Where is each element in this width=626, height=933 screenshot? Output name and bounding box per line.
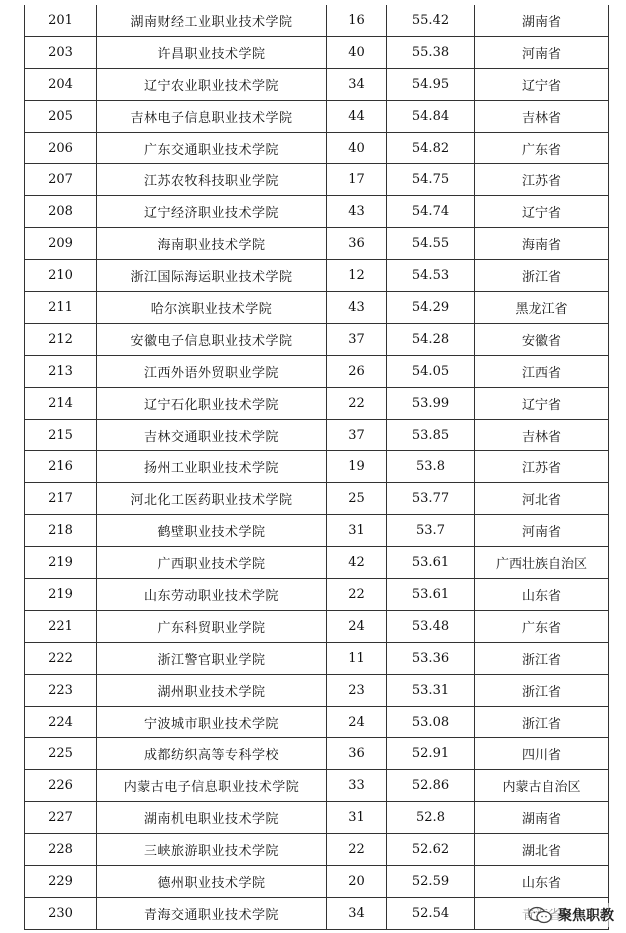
province-cell: 河南省 xyxy=(475,515,609,547)
table-row xyxy=(25,323,609,355)
table-row xyxy=(25,866,609,898)
province-cell: 黑龙江省 xyxy=(475,292,609,324)
table-row xyxy=(25,738,609,770)
province-cell: 浙江省 xyxy=(475,260,609,292)
rank-cell: 205 xyxy=(25,100,97,132)
score-cell: 53.48 xyxy=(387,610,475,642)
rank-cell: 228 xyxy=(25,834,97,866)
rank-cell: 214 xyxy=(25,387,97,419)
ranking-table xyxy=(24,5,609,930)
rank-cell: 225 xyxy=(25,738,97,770)
table-row xyxy=(25,642,609,674)
province-cell: 安徽省 xyxy=(475,323,609,355)
count-cell: 24 xyxy=(327,706,387,738)
score-cell: 54.95 xyxy=(387,68,475,100)
score-cell: 53.61 xyxy=(387,579,475,611)
province-cell: 山东省 xyxy=(475,866,609,898)
count-cell: 19 xyxy=(327,451,387,483)
school-name-cell: 德州职业技术学院 xyxy=(97,866,327,898)
rank-cell: 215 xyxy=(25,419,97,451)
score-cell: 52.59 xyxy=(387,866,475,898)
rank-cell: 227 xyxy=(25,802,97,834)
school-name-cell: 内蒙古电子信息职业技术学院 xyxy=(97,770,327,802)
score-cell: 53.77 xyxy=(387,483,475,515)
table-row xyxy=(25,451,609,483)
province-cell: 海南省 xyxy=(475,228,609,260)
score-cell: 53.85 xyxy=(387,419,475,451)
province-cell: 河南省 xyxy=(475,36,609,68)
school-name-cell: 山东劳动职业技术学院 xyxy=(97,579,327,611)
province-cell: 辽宁省 xyxy=(475,68,609,100)
score-cell: 54.84 xyxy=(387,100,475,132)
score-cell: 53.7 xyxy=(387,515,475,547)
rank-cell: 208 xyxy=(25,196,97,228)
count-cell: 22 xyxy=(327,579,387,611)
province-cell: 江苏省 xyxy=(475,164,609,196)
rank-cell: 217 xyxy=(25,483,97,515)
count-cell: 11 xyxy=(327,642,387,674)
count-cell: 37 xyxy=(327,323,387,355)
table-row xyxy=(25,100,609,132)
table-row xyxy=(25,770,609,802)
school-name-cell: 辽宁石化职业技术学院 xyxy=(97,387,327,419)
table-row xyxy=(25,515,609,547)
rank-cell: 219 xyxy=(25,579,97,611)
rank-cell: 209 xyxy=(25,228,97,260)
province-cell: 湖北省 xyxy=(475,834,609,866)
count-cell: 31 xyxy=(327,802,387,834)
school-name-cell: 辽宁农业职业技术学院 xyxy=(97,68,327,100)
school-name-cell: 江西外语外贸职业学院 xyxy=(97,355,327,387)
table-row xyxy=(25,292,609,324)
rank-cell: 207 xyxy=(25,164,97,196)
table-row xyxy=(25,355,609,387)
table-row xyxy=(25,834,609,866)
table-row xyxy=(25,706,609,738)
table-row xyxy=(25,387,609,419)
score-cell: 52.86 xyxy=(387,770,475,802)
count-cell: 34 xyxy=(327,897,387,929)
rank-cell: 212 xyxy=(25,323,97,355)
score-cell: 54.55 xyxy=(387,228,475,260)
school-name-cell: 辽宁经济职业技术学院 xyxy=(97,196,327,228)
school-name-cell: 广东交通职业技术学院 xyxy=(97,132,327,164)
province-cell: 吉林省 xyxy=(475,419,609,451)
score-cell: 52.54 xyxy=(387,897,475,929)
score-cell: 52.8 xyxy=(387,802,475,834)
table-row xyxy=(25,196,609,228)
score-cell: 54.75 xyxy=(387,164,475,196)
count-cell: 33 xyxy=(327,770,387,802)
rank-cell: 203 xyxy=(25,36,97,68)
rank-cell: 226 xyxy=(25,770,97,802)
school-name-cell: 成都纺织高等专科学校 xyxy=(97,738,327,770)
province-cell: 山东省 xyxy=(475,579,609,611)
rank-cell: 213 xyxy=(25,355,97,387)
score-cell: 54.28 xyxy=(387,323,475,355)
count-cell: 12 xyxy=(327,260,387,292)
count-cell: 24 xyxy=(327,610,387,642)
province-cell: 湖南省 xyxy=(475,802,609,834)
score-cell: 54.05 xyxy=(387,355,475,387)
school-name-cell: 河北化工医药职业技术学院 xyxy=(97,483,327,515)
school-name-cell: 哈尔滨职业技术学院 xyxy=(97,292,327,324)
province-cell: 浙江省 xyxy=(475,674,609,706)
count-cell: 34 xyxy=(327,68,387,100)
count-cell: 37 xyxy=(327,419,387,451)
count-cell: 16 xyxy=(327,5,387,36)
province-cell: 河北省 xyxy=(475,483,609,515)
school-name-cell: 吉林交通职业技术学院 xyxy=(97,419,327,451)
score-cell: 54.29 xyxy=(387,292,475,324)
rank-cell: 218 xyxy=(25,515,97,547)
province-cell: 辽宁省 xyxy=(475,196,609,228)
count-cell: 42 xyxy=(327,547,387,579)
province-cell: 广东省 xyxy=(475,610,609,642)
school-name-cell: 青海交通职业技术学院 xyxy=(97,897,327,929)
count-cell: 17 xyxy=(327,164,387,196)
school-name-cell: 湖州职业技术学院 xyxy=(97,674,327,706)
table-row xyxy=(25,579,609,611)
table-row xyxy=(25,547,609,579)
count-cell: 22 xyxy=(327,387,387,419)
rank-cell: 210 xyxy=(25,260,97,292)
table-row xyxy=(25,68,609,100)
rank-cell: 219 xyxy=(25,547,97,579)
rank-cell: 201 xyxy=(25,5,97,36)
ranking-table-body xyxy=(25,5,609,929)
rank-cell: 221 xyxy=(25,610,97,642)
count-cell: 44 xyxy=(327,100,387,132)
province-cell: 吉林省 xyxy=(475,100,609,132)
table-row xyxy=(25,36,609,68)
province-cell: 湖南省 xyxy=(475,5,609,36)
rank-cell: 216 xyxy=(25,451,97,483)
count-cell: 43 xyxy=(327,196,387,228)
province-cell: 内蒙古自治区 xyxy=(475,770,609,802)
score-cell: 53.99 xyxy=(387,387,475,419)
score-cell: 53.36 xyxy=(387,642,475,674)
school-name-cell: 湖南机电职业技术学院 xyxy=(97,802,327,834)
score-cell: 54.53 xyxy=(387,260,475,292)
school-name-cell: 浙江国际海运职业技术学院 xyxy=(97,260,327,292)
table-row xyxy=(25,419,609,451)
score-cell: 53.08 xyxy=(387,706,475,738)
school-name-cell: 湖南财经工业职业技术学院 xyxy=(97,5,327,36)
score-cell: 55.38 xyxy=(387,36,475,68)
province-cell: 四川省 xyxy=(475,738,609,770)
count-cell: 36 xyxy=(327,738,387,770)
table-row xyxy=(25,483,609,515)
province-cell: 浙江省 xyxy=(475,706,609,738)
province-cell: 辽宁省 xyxy=(475,387,609,419)
school-name-cell: 扬州工业职业技术学院 xyxy=(97,451,327,483)
score-cell: 54.82 xyxy=(387,132,475,164)
rank-cell: 224 xyxy=(25,706,97,738)
province-cell: 江西省 xyxy=(475,355,609,387)
count-cell: 40 xyxy=(327,36,387,68)
school-name-cell: 广西职业技术学院 xyxy=(97,547,327,579)
table-row xyxy=(25,610,609,642)
table-row xyxy=(25,897,609,929)
score-cell: 52.62 xyxy=(387,834,475,866)
count-cell: 31 xyxy=(327,515,387,547)
school-name-cell: 鹤壁职业技术学院 xyxy=(97,515,327,547)
province-cell: 浙江省 xyxy=(475,642,609,674)
watermark xyxy=(523,903,620,927)
score-cell: 54.74 xyxy=(387,196,475,228)
count-cell: 36 xyxy=(327,228,387,260)
rank-cell: 230 xyxy=(25,897,97,929)
score-cell: 52.91 xyxy=(387,738,475,770)
score-cell: 53.61 xyxy=(387,547,475,579)
count-cell: 26 xyxy=(327,355,387,387)
table-row xyxy=(25,5,609,36)
count-cell: 40 xyxy=(327,132,387,164)
table-row xyxy=(25,164,609,196)
score-cell: 55.42 xyxy=(387,5,475,36)
province-cell: 广东省 xyxy=(475,132,609,164)
rank-cell: 222 xyxy=(25,642,97,674)
province-cell: 江苏省 xyxy=(475,451,609,483)
table-row xyxy=(25,228,609,260)
score-cell: 53.31 xyxy=(387,674,475,706)
table-row xyxy=(25,260,609,292)
school-name-cell: 江苏农牧科技职业学院 xyxy=(97,164,327,196)
school-name-cell: 吉林电子信息职业技术学院 xyxy=(97,100,327,132)
province-cell: 广西壮族自治区 xyxy=(475,547,609,579)
rank-cell: 204 xyxy=(25,68,97,100)
ranking-table-container xyxy=(24,5,608,930)
school-name-cell: 安徽电子信息职业技术学院 xyxy=(97,323,327,355)
score-cell: 53.8 xyxy=(387,451,475,483)
count-cell: 22 xyxy=(327,834,387,866)
rank-cell: 206 xyxy=(25,132,97,164)
school-name-cell: 浙江警官职业学院 xyxy=(97,642,327,674)
rank-cell: 211 xyxy=(25,292,97,324)
count-cell: 20 xyxy=(327,866,387,898)
count-cell: 25 xyxy=(327,483,387,515)
watermark-text: 聚焦职教 xyxy=(558,908,614,924)
school-name-cell: 许昌职业技术学院 xyxy=(97,36,327,68)
wechat-icon xyxy=(527,906,553,924)
count-cell: 43 xyxy=(327,292,387,324)
school-name-cell: 宁波城市职业技术学院 xyxy=(97,706,327,738)
count-cell: 23 xyxy=(327,674,387,706)
school-name-cell: 广东科贸职业学院 xyxy=(97,610,327,642)
school-name-cell: 海南职业技术学院 xyxy=(97,228,327,260)
table-row xyxy=(25,674,609,706)
rank-cell: 223 xyxy=(25,674,97,706)
table-row xyxy=(25,802,609,834)
table-row xyxy=(25,132,609,164)
rank-cell: 229 xyxy=(25,866,97,898)
school-name-cell: 三峡旅游职业技术学院 xyxy=(97,834,327,866)
